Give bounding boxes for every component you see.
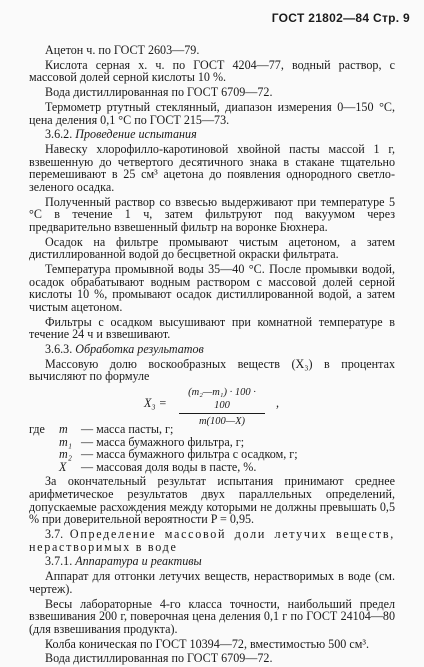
definition-text: — масса пасты, г; <box>81 422 174 437</box>
section-heading-3-7 <box>29 528 395 553</box>
section-title: Определение массовой доли летучих веществ, нерастворимых в воде <box>29 527 395 554</box>
definition-row <box>29 448 395 461</box>
reagent-water: Вода дистиллированная по ГОСТ 6709—72. <box>45 85 273 100</box>
formula-definitions <box>29 423 395 473</box>
reagent-acetone: Ацетон ч. по ГОСТ 2603—79. <box>45 43 200 57</box>
definition-lead: где <box>29 422 45 437</box>
section-heading-3-6-2 <box>29 128 395 141</box>
procedure-paragraph-5: Фильтры с осадком высушивают при комнатной температуре в течение 24 ч и взвешивают. <box>29 314 395 342</box>
section-number: 3.7. <box>45 527 64 542</box>
section-heading-3-6-3 <box>29 343 395 356</box>
definition-text: — масса бумажного фильтра, г; <box>81 434 245 449</box>
definition-text: — массовая доля воды в пасте, %. <box>81 459 257 474</box>
equipment-distillation-apparatus: Аппарат для отгонки летучих веществ, нерастворимых в воде (см. чертеж). <box>29 569 395 596</box>
equipment-scales: Весы лабораторные 4-го класса точности, наибольший предел взвешивания 200 г, поверочная цена деления 0,1 г по ГОСТ 24104—80 (для взвешивания продукта). <box>29 596 395 636</box>
procedure-paragraph-1: Навеску хлорофилло-каротиновой хвойной пасты массой 1 г, взвешенную до четвертого десятичного знака в стакане тщательно перемешивают в 25 см³ ацетона до появления однородного светло-зеленого осадка. <box>29 142 395 194</box>
reagent-water-2: Вода дистиллированная по ГОСТ 6709—72. <box>45 651 273 666</box>
formula-intro: Массовую долю воскообразных веществ (X₃) в процентах вычисляют по формуле <box>29 356 395 384</box>
definition-term: m₂ <box>59 447 72 462</box>
formula-denominator: m(100—X) <box>198 416 246 428</box>
formula-lhs: X₃ = <box>144 396 167 411</box>
formula-block <box>29 385 395 428</box>
definition-term: X <box>59 459 67 474</box>
definition-text: — масса бумажного фильтра с осадком, г; <box>81 447 298 462</box>
section-number: 3.6.2. <box>45 127 73 142</box>
formula-numerator: (m₂—m₁) · 100 · 100 <box>179 386 265 414</box>
definition-row <box>29 423 395 436</box>
formula-fraction <box>179 386 265 428</box>
procedure-paragraph-4: Температура промывной воды 35—40 °С. После промывки водой, осадок обрабатывают водным раствором с массовой долей серной кислоты 10 %, промывают осадок дистиллированной водой, а затем чистым ацетоном. <box>29 262 395 314</box>
section-title: Обработка результатов <box>75 341 204 356</box>
formula-trailing-comma: , <box>276 396 280 411</box>
page-body <box>29 44 395 667</box>
definition-term: m₁ <box>59 434 72 449</box>
result-paragraph: За окончательный результат испытания принимают среднее арифметическое результатов двух параллельных определений, допускаемые расхождения между которыми не должны превышать 0,5 % при доверительной вероятности P = 0,95. <box>29 474 395 527</box>
section-number: 3.7.1. <box>45 554 73 569</box>
section-number: 3.6.3. <box>45 341 73 356</box>
procedure-paragraph-3: Осадок на фильтре промывают чистым ацетоном, а затем дистиллированной водой до бесцветной окраски фильтрата. <box>29 234 395 262</box>
definition-row <box>29 461 395 474</box>
section-title: Проведение испытания <box>75 127 197 142</box>
definition-term: m <box>59 422 68 437</box>
section-heading-3-7-1 <box>29 555 395 568</box>
page-header: ГОСТ 21802—84 Стр. 9 <box>271 11 410 25</box>
equipment-thermometer: Термометр ртутный стеклянный, диапазон измерения 0—150 °С, цена деления 0,1 °С по ГОСТ 215—73. <box>29 99 395 127</box>
section-title: Аппаратура и реактивы <box>75 554 202 569</box>
equipment-conical-flask: Колба коническая по ГОСТ 10394—72, вместимостью 500 см³. <box>45 636 370 651</box>
procedure-paragraph-2: Полученный раствор со взвесью выдерживают при температуре 5 °С в течение 1 ч, затем фильтруют под вакуумом через предварительно взвешенный фильтр на воронке Бюхнера. <box>29 194 395 234</box>
reagent-sulfuric-acid: Кислота серная х. ч. по ГОСТ 4204—77, водный раствор, с массовой долей серной кислоты 10 %. <box>29 57 395 85</box>
